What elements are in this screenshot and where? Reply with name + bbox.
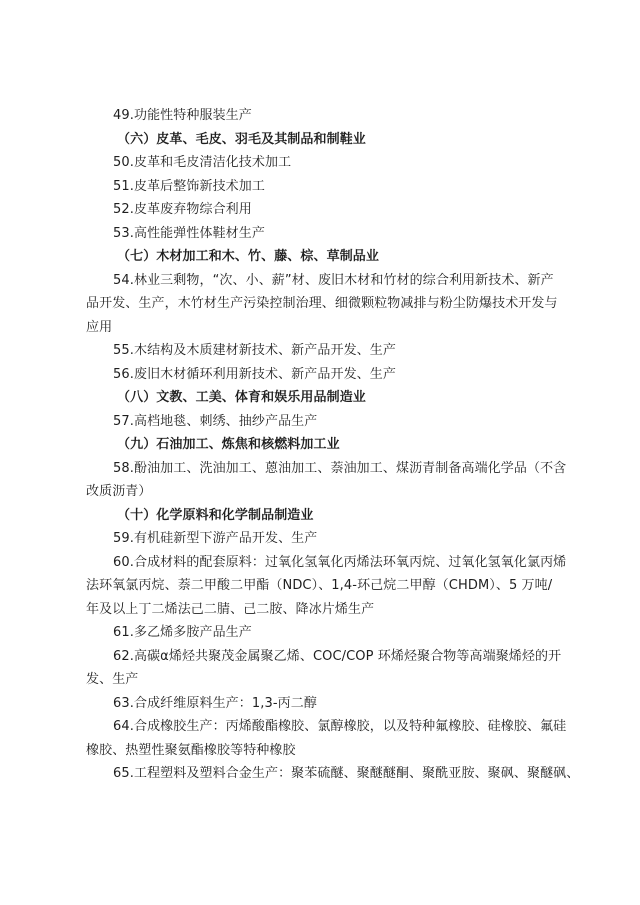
- section-heading: （九）石油加工、炼焦和核燃料加工业: [117, 437, 340, 452]
- list-item: 53.高性能弹性体鞋材生产: [113, 225, 265, 241]
- list-item: 50.皮革和毛皮清洁化技术加工: [113, 155, 292, 170]
- section-heading: （十）化学原料和化学制品制造业: [117, 507, 314, 523]
- list-item-continuation: 法环氧氯丙烷、萘二甲酸二甲酯（NDC）、1,4-环己烷二甲醇（CHDM）、5 万吨/: [86, 578, 553, 593]
- list-item-continuation: 橡胶、热塑性聚氨酯橡胶等特种橡胶: [86, 742, 296, 758]
- list-item-continuation: 发、生产: [86, 672, 139, 687]
- list-item-continuation: 年及以上丁二烯法己二腈、己二胺、降冰片烯生产: [86, 601, 375, 617]
- list-item-continuation: 改质沥青）: [86, 484, 152, 499]
- list-item-continuation: 品开发、生产，木竹材生产污染控制治理、细微颗粒物减排与粉尘防爆技术开发与: [86, 296, 558, 311]
- section-heading: （八）文教、工美、体育和娱乐用品制造业: [117, 390, 366, 405]
- list-item: 59.有机硅新型下游产品开发、生产: [113, 531, 318, 546]
- section-heading: （六）皮革、毛皮、羽毛及其制品和制鞋业: [117, 131, 366, 147]
- list-item: 56.废旧木材循环利用新技术、新产品开发、生产: [113, 366, 396, 382]
- list-item: 62.高碳α烯烃共聚茂金属聚乙烯、COC/COP 环烯烃聚合物等高端聚烯烃的开: [113, 648, 562, 664]
- list-item: 57.高档地毯、刺绣、抽纱产品生产: [113, 413, 318, 429]
- list-item: 52.皮革废弃物综合利用: [113, 202, 252, 217]
- list-item: 65.工程塑料及塑料合金生产：聚苯硫醚、聚醚醚酮、聚酰亚胺、聚砜、聚醚砜、: [113, 766, 580, 781]
- list-item: 60.合成材料的配套原料：过氧化氢氧化丙烯法环氧丙烷、过氧化氢氧化氯丙烯: [113, 554, 567, 570]
- list-item: 64.合成橡胶生产：丙烯酸酯橡胶、氯醇橡胶，以及特种氟橡胶、硅橡胶、氟硅: [113, 719, 567, 734]
- list-item: 58.酚油加工、洗油加工、蒽油加工、萘油加工、煤沥青制备高端化学品（不含: [113, 460, 567, 476]
- section-heading: （七）木材加工和木、竹、藤、棕、草制品业: [117, 249, 380, 264]
- list-item: 51.皮革后整饰新技术加工: [113, 178, 265, 194]
- list-item: 61.多乙烯多胺产品生产: [113, 625, 252, 640]
- list-item: 49.功能性特种服装生产: [113, 108, 252, 123]
- list-item: 54.林业三剩物，“次、小、薪”材、废旧木材和竹材的综合利用新技术、新产: [113, 272, 554, 288]
- list-item: 63.合成纤维原料生产：1,3-丙二醇: [113, 695, 317, 711]
- list-item: 55.木结构及木质建材新技术、新产品开发、生产: [113, 343, 396, 358]
- document-body: [86, 104, 580, 786]
- list-item-continuation: 应用: [86, 319, 113, 335]
